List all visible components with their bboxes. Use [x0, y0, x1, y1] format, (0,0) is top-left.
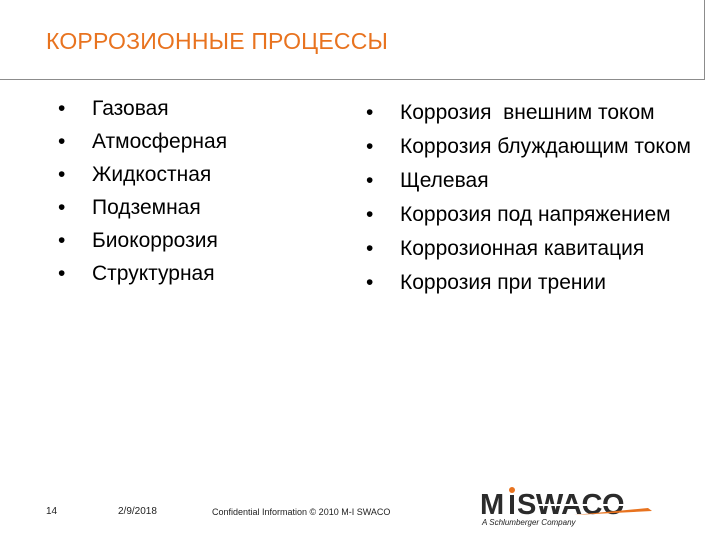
- list-item: [58, 96, 318, 121]
- list-item: [366, 100, 696, 125]
- list-item-text: Щелевая: [400, 169, 489, 192]
- list-item-text: Подземная: [92, 196, 201, 219]
- list-item: [366, 270, 696, 295]
- bullet-icon: •: [366, 101, 374, 124]
- list-item-text: Структурная: [92, 262, 215, 285]
- list-item: [58, 228, 318, 253]
- vertical-divider: [704, 0, 705, 80]
- bullet-icon: •: [366, 135, 374, 158]
- footer-date: 2/9/2018: [118, 506, 157, 517]
- list-item: [58, 261, 318, 286]
- bullet-icon: •: [58, 163, 66, 186]
- list-item: [58, 129, 318, 154]
- list-item: [366, 202, 696, 227]
- list-item-text: Коррозия внешним током: [400, 101, 655, 124]
- bullet-icon: •: [58, 196, 66, 219]
- list-item-text: Газовая: [92, 97, 169, 120]
- svg-text:SWACO: SWACO: [517, 489, 625, 521]
- list-item-text: Коррозия под напряжением: [400, 203, 671, 226]
- bullet-icon: •: [58, 262, 66, 285]
- list-item: [366, 236, 696, 261]
- bullet-icon: •: [366, 271, 374, 294]
- bullet-icon: •: [58, 97, 66, 120]
- list-item-text: Коррозия блуждающим током: [400, 135, 691, 158]
- list-item-text: Коррозия при трении: [400, 271, 606, 294]
- list-item: [58, 195, 318, 220]
- list-item-text: Коррозионная кавитация: [400, 237, 645, 260]
- left-bullet-list: [58, 96, 318, 294]
- list-item-text: Биокоррозия: [92, 229, 218, 252]
- title-divider: [0, 79, 704, 80]
- confidential-notice: Confidential Information © 2010 M-I SWACO: [212, 507, 391, 517]
- bullet-icon: •: [58, 229, 66, 252]
- list-item-text: Жидкостная: [92, 163, 212, 186]
- right-bullet-list: [366, 100, 696, 304]
- list-item: [366, 134, 696, 159]
- bullet-icon: •: [366, 169, 374, 192]
- svg-text:M: M: [480, 489, 504, 521]
- logo-tagline: A Schlumberger Company: [482, 518, 576, 527]
- slide-title: КОРРОЗИОННЫЕ ПРОЦЕССЫ: [46, 28, 389, 54]
- bullet-icon: •: [366, 203, 374, 226]
- page-number: 14: [46, 506, 58, 517]
- list-item: [58, 162, 318, 187]
- list-item: [366, 168, 696, 193]
- list-item-text: Атмосферная: [92, 130, 228, 153]
- bullet-icon: •: [58, 130, 66, 153]
- bullet-icon: •: [366, 237, 374, 260]
